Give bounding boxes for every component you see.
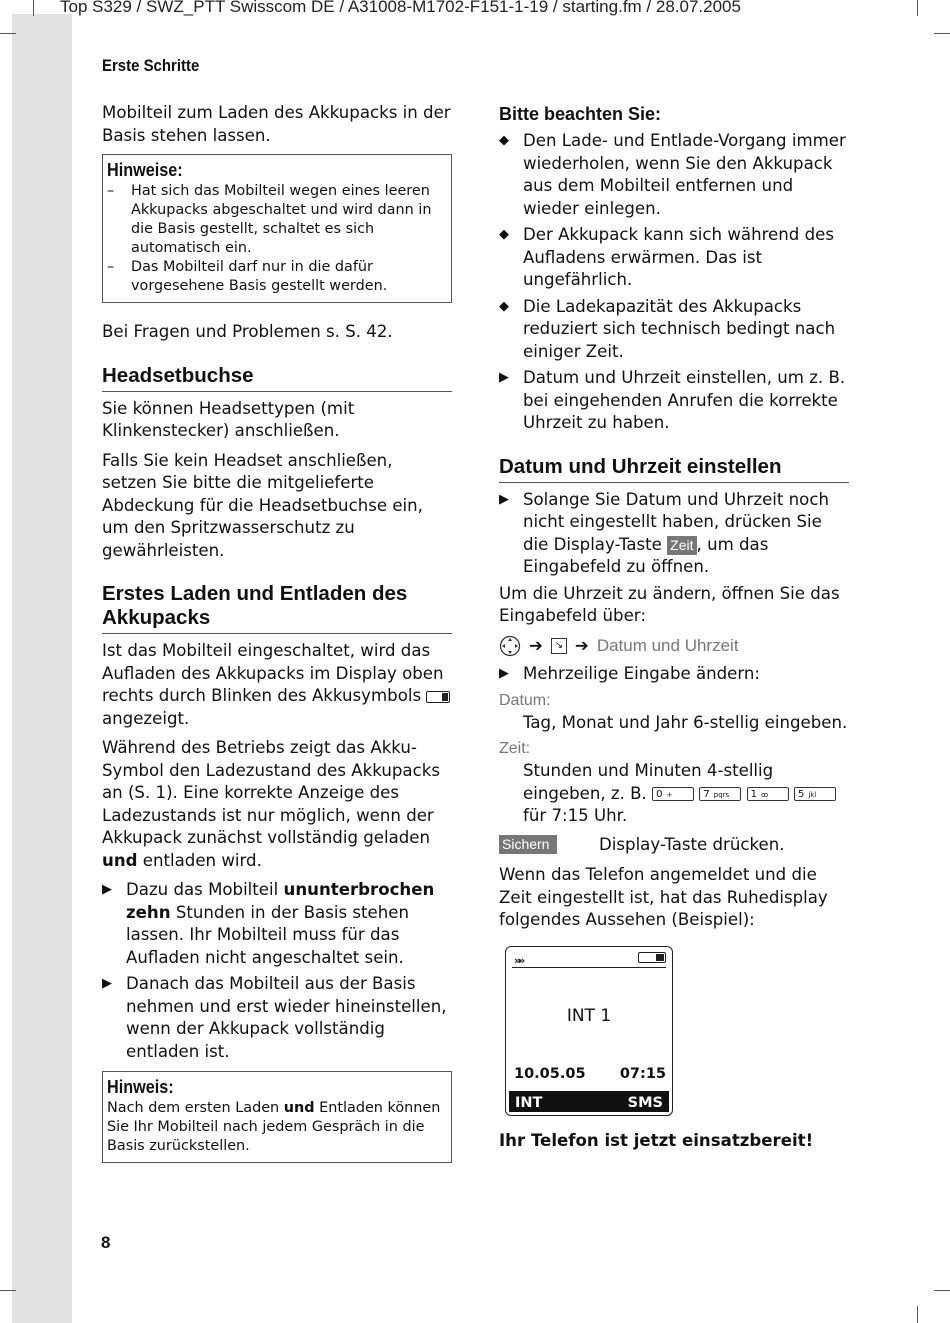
fragen-paragraph: Bei Fragen und Problemen s. S. 42. — [102, 322, 393, 341]
hinweise-title: Hinweise: — [107, 160, 183, 180]
triangle-bullet-icon: ▶ — [102, 882, 112, 897]
beachten-heading: Bitte beachten Sie: — [499, 104, 662, 124]
key-5: 5 jkl — [794, 787, 836, 801]
page-number: 8 — [101, 1233, 111, 1252]
beachten-item: ◆ Den Lade- und Entlade-Vorgang immer wiederholen, wenn Sie den Akkupack aus dem Mobilteil entfernen und wieder einlegen. — [499, 130, 849, 220]
laden-paragraph: Während des Betriebs zeigt das Akku-Symbol den Ladezustand des Akkupacks an (S. 1). Eine korrekte Anzeige des Ladezustands ist nur möglich, wenn der Akkupack zunächst vollständig geladen und entladen wird. — [102, 738, 440, 870]
softkey-int: INT — [515, 1094, 543, 1111]
control-key-icon — [499, 635, 521, 657]
headset-paragraph: Sie können Headsettypen (mit Klinkenstecker) anschließen. — [102, 398, 355, 440]
signal-icon: »» — [514, 953, 523, 967]
arrow-icon: ➔ — [574, 635, 589, 655]
beachten-item: ◆ Der Akkupack kann sich während des Aufladens erwärmen. Das ist ungefährlich. — [499, 224, 849, 292]
headset-heading: Headsetbuchse — [102, 364, 452, 392]
hinweis-title: Hinweis: — [107, 1077, 174, 1097]
softkey-sms: SMS — [627, 1094, 663, 1111]
display-internal-name: INT 1 — [566, 1005, 612, 1026]
crop-mark — [934, 33, 950, 34]
crop-mark — [917, 0, 918, 16]
page-margin-bar — [12, 14, 72, 1323]
datum-step: ▶ Mehrzeilige Eingabe ändern: — [499, 663, 849, 686]
hinweis-text: Nach dem ersten Laden und Entladen können Sie Ihr Mobilteil nach jedem Gespräch in die Basis zurückstellen. — [107, 1100, 441, 1154]
laden-step: ▶ Danach das Mobilteil aus der Basis nehmen und erst wieder hineinstellen, wenn der Akkupack vollständig entladen ist. — [102, 973, 452, 1063]
hinweise-item: – Hat sich das Mobilteil wegen eines leeren Akkupacks abgeschaltet und wird dann in die Basis gestellt, schaltet es sich automatisch ein. — [107, 183, 432, 256]
ready-text: Ihr Telefon ist jetzt einsatzbereit! — [499, 1130, 814, 1150]
datum-step: ▶ Solange Sie Datum und Uhrzeit noch nicht eingestellt haben, drücken Sie die Display-Taste Zeit , um das Eingabefeld zu öffnen. — [499, 489, 849, 579]
triangle-bullet-icon: ▶ — [102, 976, 112, 991]
battery-icon — [638, 952, 666, 963]
laden-step: ▶ Dazu das Mobilteil ununterbrochen zehn Stunden in der Basis stehen lassen. Ihr Mobilteil muss für das Aufladen nicht angeschaltet sein. — [102, 879, 452, 969]
zeit-label: Zeit: — [499, 740, 531, 757]
right-column — [499, 102, 849, 1152]
crop-mark — [0, 1290, 16, 1291]
zeit-text: Stunden und Minuten 4-stellig eingeben, z. B. 0 + 7 pqrs 1 ꝏ 5 jkl für 7:15 Uhr. — [499, 760, 849, 828]
sichern-row — [499, 834, 849, 857]
triangle-bullet-icon: ▶ — [499, 491, 509, 507]
diamond-bullet-icon: ◆ — [499, 133, 509, 148]
datum-heading: Datum und Uhrzeit einstellen — [499, 455, 849, 483]
sichern-text: Display-Taste drücken. — [599, 834, 785, 854]
crop-mark — [917, 1306, 918, 1323]
laden-heading: Erstes Laden und Entladen des Akkupacks — [102, 582, 452, 634]
section-title: Erste Schritte — [102, 56, 200, 75]
hinweise-item: – Das Mobilteil darf nur in die dafür vorgesehene Basis gestellt werden. — [107, 259, 388, 294]
menu-target: Datum und Uhrzeit — [596, 635, 739, 655]
display-softkeys — [509, 1091, 669, 1112]
arrow-icon: ➔ — [529, 635, 543, 655]
intro-paragraph: Mobilteil zum Laden des Akkupacks in der Basis stehen lassen. — [102, 103, 451, 145]
idle-display — [505, 946, 673, 1116]
datum-paragraph: Um die Uhrzeit zu ändern, öffnen Sie das Eingabefeld über: — [499, 583, 840, 625]
triangle-bullet-icon: ▶ — [499, 370, 509, 385]
crop-mark — [934, 1290, 950, 1291]
display-time: 07:15 — [619, 1065, 666, 1082]
triangle-bullet-icon: ▶ — [499, 666, 509, 681]
hinweise-box — [102, 154, 452, 303]
key-1: 1 ꝏ — [747, 787, 789, 801]
sichern-key: Sichern — [499, 835, 557, 854]
laden-paragraph: Ist das Mobilteil eingeschaltet, wird das Aufladen des Akkupacks im Display oben rechts durch Blinken des Akkusymbols angezeigt. — [102, 640, 452, 730]
datum-paragraph: Wenn das Telefon angemeldet und die Zeit eingestellt ist, hat das Ruhedisplay folgendes Aussehen (Beispiel): — [499, 865, 828, 929]
beachten-step: ▶ Datum und Uhrzeit einstellen, um z. B. bei eingehenden Anrufen die korrekte Uhrzeit zu haben. — [499, 367, 849, 435]
key-0: 0 + — [652, 787, 694, 801]
beachten-item: ◆ Die Ladekapazität des Akkupacks reduziert sich technisch bedingt nach einiger Zeit. — [499, 296, 849, 364]
key-7: 7 pqrs — [699, 787, 741, 801]
battery-icon — [426, 691, 450, 703]
print-header: Top S329 / SWZ_PTT Swisscom DE / A31008-M1702-F151-1-19 / starting.fm / 28.07.2005 — [60, 0, 741, 16]
crop-mark — [33, 0, 34, 16]
datum-label: Datum: — [499, 691, 551, 709]
crop-mark — [0, 33, 16, 34]
display-date: 10.05.05 — [514, 1065, 586, 1082]
diamond-bullet-icon: ◆ — [499, 227, 509, 242]
headset-paragraph: Falls Sie kein Headset anschließen, setzen Sie bitte die mitgelieferte Abdeckung für die Headsetbuchse ein, um den Spritzwasserschutz zu gewährleisten. — [102, 450, 423, 560]
hinweis-box — [102, 1071, 452, 1163]
left-column — [102, 102, 452, 1181]
zeit-key: Zeit — [667, 536, 696, 555]
menu-icon: ↘ — [551, 638, 567, 654]
diamond-bullet-icon: ◆ — [499, 298, 509, 314]
menu-path — [499, 635, 849, 658]
datum-text: Tag, Monat und Jahr 6-stellig eingeben. — [523, 712, 848, 732]
